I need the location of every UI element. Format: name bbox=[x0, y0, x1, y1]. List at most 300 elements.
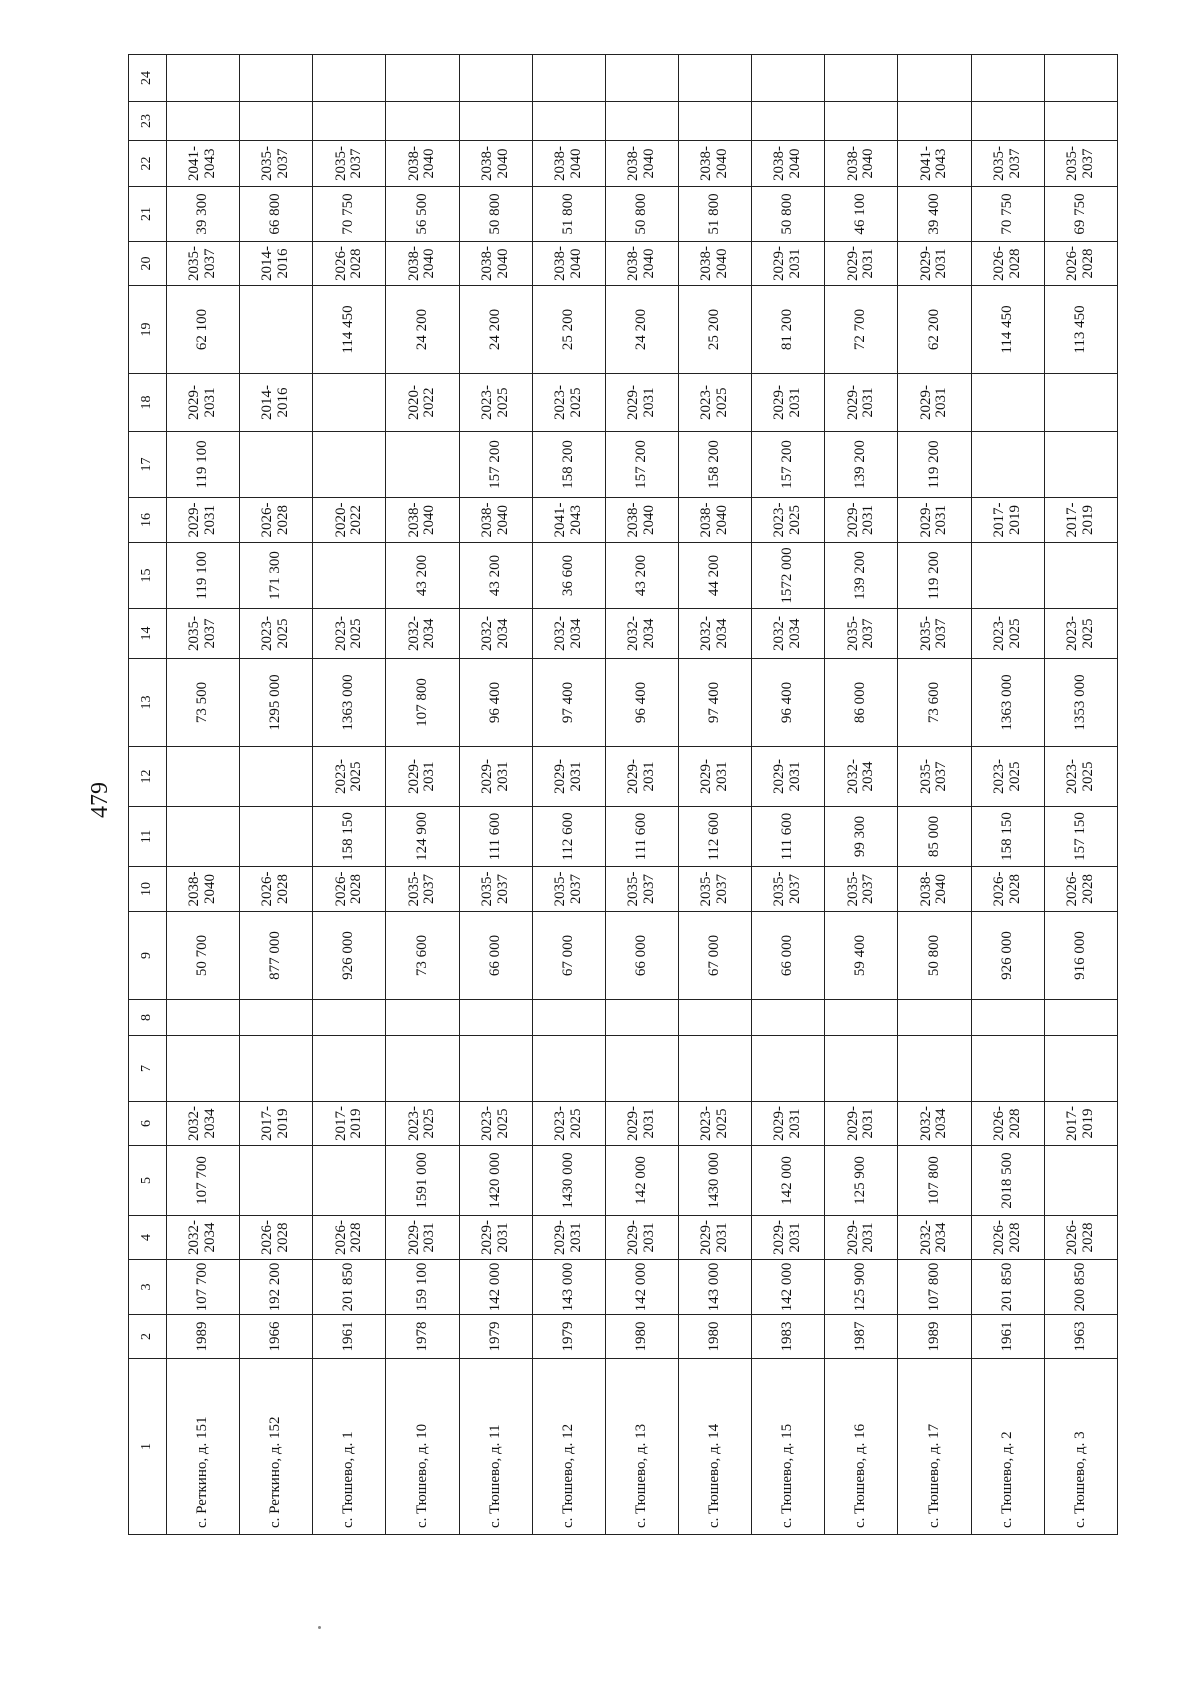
table-cell: 2038- 2040 bbox=[678, 242, 751, 286]
table-row bbox=[240, 55, 313, 1535]
table-cell: 2018 500 bbox=[971, 1146, 1044, 1216]
table-cell: 1979 bbox=[532, 1315, 605, 1359]
table-cell: 2014- 2016 bbox=[240, 242, 313, 286]
table-row bbox=[459, 55, 532, 1535]
table-cell: 1989 bbox=[167, 1315, 240, 1359]
table-cell: 2035- 2037 bbox=[605, 867, 678, 912]
table-cell bbox=[313, 55, 386, 102]
table-cell: 2041- 2043 bbox=[167, 141, 240, 187]
table-cell: 46 100 bbox=[825, 187, 898, 242]
column-header-21: 21 bbox=[129, 187, 167, 242]
table-cell: 50 700 bbox=[167, 912, 240, 1000]
table-cell: 1961 bbox=[313, 1315, 386, 1359]
table-cell: 2029- 2031 bbox=[898, 498, 971, 543]
column-header-18: 18 bbox=[129, 374, 167, 432]
table-cell bbox=[386, 102, 459, 141]
table-cell: 1978 bbox=[386, 1315, 459, 1359]
table-row bbox=[167, 55, 240, 1535]
table-cell: 2029- 2031 bbox=[605, 374, 678, 432]
table-row bbox=[386, 55, 459, 1535]
table-cell: 43 200 bbox=[605, 543, 678, 609]
table-cell bbox=[313, 543, 386, 609]
table-cell: 2029- 2031 bbox=[386, 747, 459, 807]
table-cell: 2038- 2040 bbox=[459, 498, 532, 543]
table-cell: 2023- 2025 bbox=[678, 1102, 751, 1146]
column-header-15: 15 bbox=[129, 543, 167, 609]
column-header-5: 5 bbox=[129, 1146, 167, 1216]
table-cell bbox=[167, 1036, 240, 1102]
table-cell: 111 600 bbox=[605, 807, 678, 867]
table-cell: 2038- 2040 bbox=[386, 242, 459, 286]
table-cell: 50 800 bbox=[605, 187, 678, 242]
table-cell: 25 200 bbox=[532, 286, 605, 374]
table-cell: 1989 bbox=[898, 1315, 971, 1359]
table-cell: 2017- 2019 bbox=[971, 498, 1044, 543]
column-number-row bbox=[129, 55, 167, 1535]
table-cell: 107 700 bbox=[167, 1260, 240, 1315]
column-header-3: 3 bbox=[129, 1260, 167, 1315]
table-cell bbox=[971, 374, 1044, 432]
table-cell: 2026- 2028 bbox=[240, 1216, 313, 1260]
table-cell: 50 800 bbox=[459, 187, 532, 242]
table-cell: 70 750 bbox=[313, 187, 386, 242]
table-cell bbox=[459, 55, 532, 102]
table-cell: 2017- 2019 bbox=[313, 1102, 386, 1146]
table-cell: 2035- 2037 bbox=[752, 867, 825, 912]
table-cell: 2035- 2037 bbox=[386, 867, 459, 912]
table-cell: 2032- 2034 bbox=[532, 609, 605, 659]
table-cell: 119 200 bbox=[898, 432, 971, 498]
table-cell: 2032- 2034 bbox=[459, 609, 532, 659]
table-cell: 125 900 bbox=[825, 1260, 898, 1315]
table-cell bbox=[167, 55, 240, 102]
table-cell bbox=[240, 1036, 313, 1102]
table-cell bbox=[605, 1036, 678, 1102]
table-cell: 112 600 bbox=[678, 807, 751, 867]
table-cell: 1961 bbox=[971, 1315, 1044, 1359]
table-cell: 2038- 2040 bbox=[605, 242, 678, 286]
table-cell bbox=[898, 102, 971, 141]
table-cell: 124 900 bbox=[386, 807, 459, 867]
table-cell: 139 200 bbox=[825, 432, 898, 498]
table-cell bbox=[898, 1036, 971, 1102]
table-cell: 2035- 2037 bbox=[825, 609, 898, 659]
table-cell: 62 100 bbox=[167, 286, 240, 374]
address-cell: с. Тюшево, д. 15 bbox=[752, 1359, 825, 1535]
table-cell: 201 850 bbox=[313, 1260, 386, 1315]
table-cell: 2029- 2031 bbox=[752, 747, 825, 807]
table-cell: 2026- 2028 bbox=[1044, 1216, 1117, 1260]
table-cell: 62 200 bbox=[898, 286, 971, 374]
table-cell: 2035- 2037 bbox=[532, 867, 605, 912]
table-cell bbox=[1044, 1146, 1117, 1216]
table-cell bbox=[167, 102, 240, 141]
table-cell: 107 700 bbox=[167, 1146, 240, 1216]
column-header-8: 8 bbox=[129, 1000, 167, 1036]
table-cell: 50 800 bbox=[898, 912, 971, 1000]
table-cell bbox=[971, 1000, 1044, 1036]
table-cell bbox=[1044, 1000, 1117, 1036]
table-cell: 96 400 bbox=[605, 659, 678, 747]
table-cell: 114 450 bbox=[313, 286, 386, 374]
table-cell: 2038- 2040 bbox=[167, 867, 240, 912]
table-cell bbox=[386, 1000, 459, 1036]
table-cell: 51 800 bbox=[678, 187, 751, 242]
table-cell: 24 200 bbox=[386, 286, 459, 374]
table-row bbox=[605, 55, 678, 1535]
table-cell: 2032- 2034 bbox=[167, 1216, 240, 1260]
table-cell: 2023- 2025 bbox=[971, 609, 1044, 659]
table-cell: 926 000 bbox=[313, 912, 386, 1000]
table-row bbox=[313, 55, 386, 1535]
table-cell bbox=[752, 55, 825, 102]
table-cell: 69 750 bbox=[1044, 187, 1117, 242]
table-cell: 66 000 bbox=[752, 912, 825, 1000]
table-cell bbox=[971, 55, 1044, 102]
table-cell: 99 300 bbox=[825, 807, 898, 867]
table-cell: 2020- 2022 bbox=[313, 498, 386, 543]
table-cell: 111 600 bbox=[752, 807, 825, 867]
rotated-table-container bbox=[128, 55, 1118, 1535]
column-header-23: 23 bbox=[129, 102, 167, 141]
table-cell: 2029- 2031 bbox=[678, 747, 751, 807]
table-cell: 2020- 2022 bbox=[386, 374, 459, 432]
table-row bbox=[898, 55, 971, 1535]
table-cell bbox=[1044, 102, 1117, 141]
table-cell: 2026- 2028 bbox=[971, 242, 1044, 286]
table-cell bbox=[167, 807, 240, 867]
table-cell: 2035- 2037 bbox=[459, 867, 532, 912]
column-header-1: 1 bbox=[129, 1359, 167, 1535]
table-cell: 2038- 2040 bbox=[532, 242, 605, 286]
table-cell: 1987 bbox=[825, 1315, 898, 1359]
table-cell: 2032- 2034 bbox=[752, 609, 825, 659]
table-cell: 1363 000 bbox=[313, 659, 386, 747]
table-cell: 2029- 2031 bbox=[532, 747, 605, 807]
column-header-19: 19 bbox=[129, 286, 167, 374]
table-row bbox=[532, 55, 605, 1535]
table-cell: 2023- 2025 bbox=[678, 374, 751, 432]
table-cell bbox=[1044, 432, 1117, 498]
table-cell bbox=[678, 1000, 751, 1036]
table-cell: 96 400 bbox=[459, 659, 532, 747]
table-cell: 2035- 2037 bbox=[898, 747, 971, 807]
table-cell: 2041- 2043 bbox=[898, 141, 971, 187]
table-cell: 107 800 bbox=[386, 659, 459, 747]
table-cell: 2023- 2025 bbox=[1044, 609, 1117, 659]
column-header-12: 12 bbox=[129, 747, 167, 807]
table-cell bbox=[167, 1000, 240, 1036]
table-cell: 50 800 bbox=[752, 187, 825, 242]
table-cell: 24 200 bbox=[459, 286, 532, 374]
table-cell: 2029- 2031 bbox=[678, 1216, 751, 1260]
table-cell bbox=[752, 1036, 825, 1102]
table-cell: 200 850 bbox=[1044, 1260, 1117, 1315]
table-cell bbox=[240, 1146, 313, 1216]
table-cell: 2035- 2037 bbox=[313, 141, 386, 187]
table-cell: 201 850 bbox=[971, 1260, 1044, 1315]
table-cell: 72 700 bbox=[825, 286, 898, 374]
table-cell: 2023- 2025 bbox=[240, 609, 313, 659]
address-cell: с. Тюшево, д. 11 bbox=[459, 1359, 532, 1535]
table-cell: 2029- 2031 bbox=[386, 1216, 459, 1260]
table-cell: 2029- 2031 bbox=[898, 242, 971, 286]
table-cell: 2023- 2025 bbox=[386, 1102, 459, 1146]
table-cell: 2023- 2025 bbox=[532, 374, 605, 432]
table-cell: 73 500 bbox=[167, 659, 240, 747]
table-cell: 119 200 bbox=[898, 543, 971, 609]
address-cell: с. Тюшево, д. 2 bbox=[971, 1359, 1044, 1535]
table-cell bbox=[825, 55, 898, 102]
column-header-4: 4 bbox=[129, 1216, 167, 1260]
table-cell bbox=[898, 55, 971, 102]
table-cell: 2023- 2025 bbox=[459, 374, 532, 432]
table-cell: 111 600 bbox=[459, 807, 532, 867]
table-cell: 2038- 2040 bbox=[825, 141, 898, 187]
table-cell: 2029- 2031 bbox=[605, 747, 678, 807]
table-cell: 2026- 2028 bbox=[1044, 242, 1117, 286]
table-cell: 2038- 2040 bbox=[459, 141, 532, 187]
table-cell: 2038- 2040 bbox=[752, 141, 825, 187]
table-cell bbox=[313, 432, 386, 498]
table-cell: 142 000 bbox=[752, 1146, 825, 1216]
table-cell: 142 000 bbox=[459, 1260, 532, 1315]
table-cell bbox=[971, 432, 1044, 498]
table-cell: 2017- 2019 bbox=[1044, 498, 1117, 543]
table-cell: 2026- 2028 bbox=[971, 867, 1044, 912]
table-cell: 142 000 bbox=[605, 1146, 678, 1216]
address-cell: с. Тюшево, д. 17 bbox=[898, 1359, 971, 1535]
table-cell: 67 000 bbox=[678, 912, 751, 1000]
repair-schedule-table bbox=[128, 54, 1118, 1535]
table-cell bbox=[240, 286, 313, 374]
table-cell bbox=[240, 747, 313, 807]
table-cell: 1591 000 bbox=[386, 1146, 459, 1216]
table-cell: 2032- 2034 bbox=[898, 1102, 971, 1146]
table-cell: 51 800 bbox=[532, 187, 605, 242]
table-cell: 2038- 2040 bbox=[898, 867, 971, 912]
table-cell: 66 000 bbox=[605, 912, 678, 1000]
table-cell bbox=[1044, 543, 1117, 609]
table-cell: 2023- 2025 bbox=[971, 747, 1044, 807]
table-cell: 70 750 bbox=[971, 187, 1044, 242]
table-cell: 43 200 bbox=[386, 543, 459, 609]
table-cell: 2017- 2019 bbox=[240, 1102, 313, 1146]
table-cell: 1420 000 bbox=[459, 1146, 532, 1216]
table-cell: 2032- 2034 bbox=[167, 1102, 240, 1146]
table-row bbox=[825, 55, 898, 1535]
column-header-24: 24 bbox=[129, 55, 167, 102]
table-cell: 2038- 2040 bbox=[678, 141, 751, 187]
column-header-11: 11 bbox=[129, 807, 167, 867]
table-cell: 2014- 2016 bbox=[240, 374, 313, 432]
table-cell: 43 200 bbox=[459, 543, 532, 609]
table-row bbox=[971, 55, 1044, 1535]
scan-speck bbox=[318, 1626, 321, 1629]
table-cell: 2035- 2037 bbox=[825, 867, 898, 912]
table-cell bbox=[313, 374, 386, 432]
table-cell bbox=[386, 432, 459, 498]
table-cell bbox=[532, 102, 605, 141]
column-header-16: 16 bbox=[129, 498, 167, 543]
table-cell bbox=[825, 1036, 898, 1102]
table-cell bbox=[240, 807, 313, 867]
table-cell: 2032- 2034 bbox=[678, 609, 751, 659]
table-cell bbox=[386, 55, 459, 102]
table-cell: 2023- 2025 bbox=[313, 609, 386, 659]
table-cell: 2029- 2031 bbox=[167, 498, 240, 543]
column-header-13: 13 bbox=[129, 659, 167, 747]
column-header-9: 9 bbox=[129, 912, 167, 1000]
table-cell: 2035- 2037 bbox=[1044, 141, 1117, 187]
table-cell: 2026- 2028 bbox=[1044, 867, 1117, 912]
table-cell: 158 200 bbox=[678, 432, 751, 498]
table-row bbox=[1044, 55, 1117, 1535]
table-cell bbox=[240, 55, 313, 102]
table-cell: 36 600 bbox=[532, 543, 605, 609]
table-cell: 2032- 2034 bbox=[605, 609, 678, 659]
column-header-2: 2 bbox=[129, 1315, 167, 1359]
address-cell: с. Тюшево, д. 14 bbox=[678, 1359, 751, 1535]
table-cell: 2035- 2037 bbox=[678, 867, 751, 912]
table-cell bbox=[971, 543, 1044, 609]
address-cell: с. Тюшево, д. 1 bbox=[313, 1359, 386, 1535]
table-cell: 192 200 bbox=[240, 1260, 313, 1315]
table-cell: 2026- 2028 bbox=[240, 498, 313, 543]
table-cell bbox=[386, 1036, 459, 1102]
table-cell: 2038- 2040 bbox=[386, 141, 459, 187]
table-cell: 107 800 bbox=[898, 1146, 971, 1216]
table-cell: 112 600 bbox=[532, 807, 605, 867]
address-cell: с. Реткино, д. 151 bbox=[167, 1359, 240, 1535]
table-cell bbox=[532, 55, 605, 102]
table-cell: 81 200 bbox=[752, 286, 825, 374]
table-cell: 2029- 2031 bbox=[752, 1216, 825, 1260]
table-cell: 2032- 2034 bbox=[825, 747, 898, 807]
table-cell bbox=[752, 102, 825, 141]
address-cell: с. Тюшево, д. 13 bbox=[605, 1359, 678, 1535]
table-frame bbox=[128, 55, 1118, 1535]
table-cell bbox=[313, 1000, 386, 1036]
table-cell: 2023- 2025 bbox=[313, 747, 386, 807]
table-cell bbox=[459, 102, 532, 141]
table-cell bbox=[605, 55, 678, 102]
column-header-20: 20 bbox=[129, 242, 167, 286]
table-cell: 2038- 2040 bbox=[605, 498, 678, 543]
table-cell bbox=[825, 1000, 898, 1036]
table-cell: 157 200 bbox=[752, 432, 825, 498]
table-cell bbox=[313, 1146, 386, 1216]
table-cell: 66 800 bbox=[240, 187, 313, 242]
table-cell: 2041- 2043 bbox=[532, 498, 605, 543]
table-cell: 1966 bbox=[240, 1315, 313, 1359]
table-cell bbox=[532, 1036, 605, 1102]
table-cell: 2026- 2028 bbox=[971, 1102, 1044, 1146]
column-header-14: 14 bbox=[129, 609, 167, 659]
column-header-10: 10 bbox=[129, 867, 167, 912]
table-cell bbox=[825, 102, 898, 141]
table-cell: 158 150 bbox=[313, 807, 386, 867]
table-cell: 2023- 2025 bbox=[1044, 747, 1117, 807]
table-cell bbox=[240, 1000, 313, 1036]
table-cell: 158 200 bbox=[532, 432, 605, 498]
table-cell: 39 400 bbox=[898, 187, 971, 242]
table-cell bbox=[1044, 55, 1117, 102]
address-cell: с. Реткино, д. 152 bbox=[240, 1359, 313, 1535]
table-cell: 2026- 2028 bbox=[971, 1216, 1044, 1260]
table-cell: 139 200 bbox=[825, 543, 898, 609]
table-cell: 59 400 bbox=[825, 912, 898, 1000]
table-cell: 1980 bbox=[605, 1315, 678, 1359]
table-cell: 2026- 2028 bbox=[240, 867, 313, 912]
table-cell: 171 300 bbox=[240, 543, 313, 609]
table-cell: 1430 000 bbox=[678, 1146, 751, 1216]
column-header-7: 7 bbox=[129, 1036, 167, 1102]
table-cell: 119 100 bbox=[167, 432, 240, 498]
table-cell: 2035- 2037 bbox=[167, 609, 240, 659]
table-cell: 142 000 bbox=[605, 1260, 678, 1315]
table-cell: 158 150 bbox=[971, 807, 1044, 867]
column-header-6: 6 bbox=[129, 1102, 167, 1146]
table-cell: 143 000 bbox=[532, 1260, 605, 1315]
table-row bbox=[678, 55, 751, 1535]
table-cell bbox=[752, 1000, 825, 1036]
table-cell: 39 300 bbox=[167, 187, 240, 242]
table-body bbox=[167, 55, 1118, 1535]
table-cell: 73 600 bbox=[386, 912, 459, 1000]
table-cell: 86 000 bbox=[825, 659, 898, 747]
table-cell: 66 000 bbox=[459, 912, 532, 1000]
table-cell bbox=[167, 747, 240, 807]
table-cell: 157 150 bbox=[1044, 807, 1117, 867]
table-cell bbox=[678, 102, 751, 141]
table-cell: 44 200 bbox=[678, 543, 751, 609]
table-cell: 2026- 2028 bbox=[313, 1216, 386, 1260]
table-cell: 157 200 bbox=[605, 432, 678, 498]
table-cell: 916 000 bbox=[1044, 912, 1117, 1000]
table-cell bbox=[532, 1000, 605, 1036]
table-cell: 96 400 bbox=[752, 659, 825, 747]
table-cell: 1295 000 bbox=[240, 659, 313, 747]
column-header-22: 22 bbox=[129, 141, 167, 187]
table-cell: 2038- 2040 bbox=[459, 242, 532, 286]
table-cell: 119 100 bbox=[167, 543, 240, 609]
table-cell: 2038- 2040 bbox=[386, 498, 459, 543]
address-cell: с. Тюшево, д. 12 bbox=[532, 1359, 605, 1535]
table-cell: 67 000 bbox=[532, 912, 605, 1000]
table-cell: 1353 000 bbox=[1044, 659, 1117, 747]
table-cell bbox=[459, 1036, 532, 1102]
table-cell: 107 800 bbox=[898, 1260, 971, 1315]
table-cell: 2029- 2031 bbox=[459, 747, 532, 807]
table-cell: 25 200 bbox=[678, 286, 751, 374]
table-cell: 1980 bbox=[678, 1315, 751, 1359]
table-cell: 2029- 2031 bbox=[532, 1216, 605, 1260]
table-cell bbox=[605, 1000, 678, 1036]
address-cell: с. Тюшево, д. 10 bbox=[386, 1359, 459, 1535]
table-cell: 1979 bbox=[459, 1315, 532, 1359]
table-cell: 2029- 2031 bbox=[752, 242, 825, 286]
table-cell: 2023- 2025 bbox=[752, 498, 825, 543]
table-cell: 73 600 bbox=[898, 659, 971, 747]
table-cell: 2029- 2031 bbox=[752, 374, 825, 432]
table-cell bbox=[898, 1000, 971, 1036]
table-cell: 2029- 2031 bbox=[825, 242, 898, 286]
table-cell: 159 100 bbox=[386, 1260, 459, 1315]
table-cell: 2032- 2034 bbox=[386, 609, 459, 659]
address-cell: с. Тюшево, д. 16 bbox=[825, 1359, 898, 1535]
table-cell: 1572 000 bbox=[752, 543, 825, 609]
